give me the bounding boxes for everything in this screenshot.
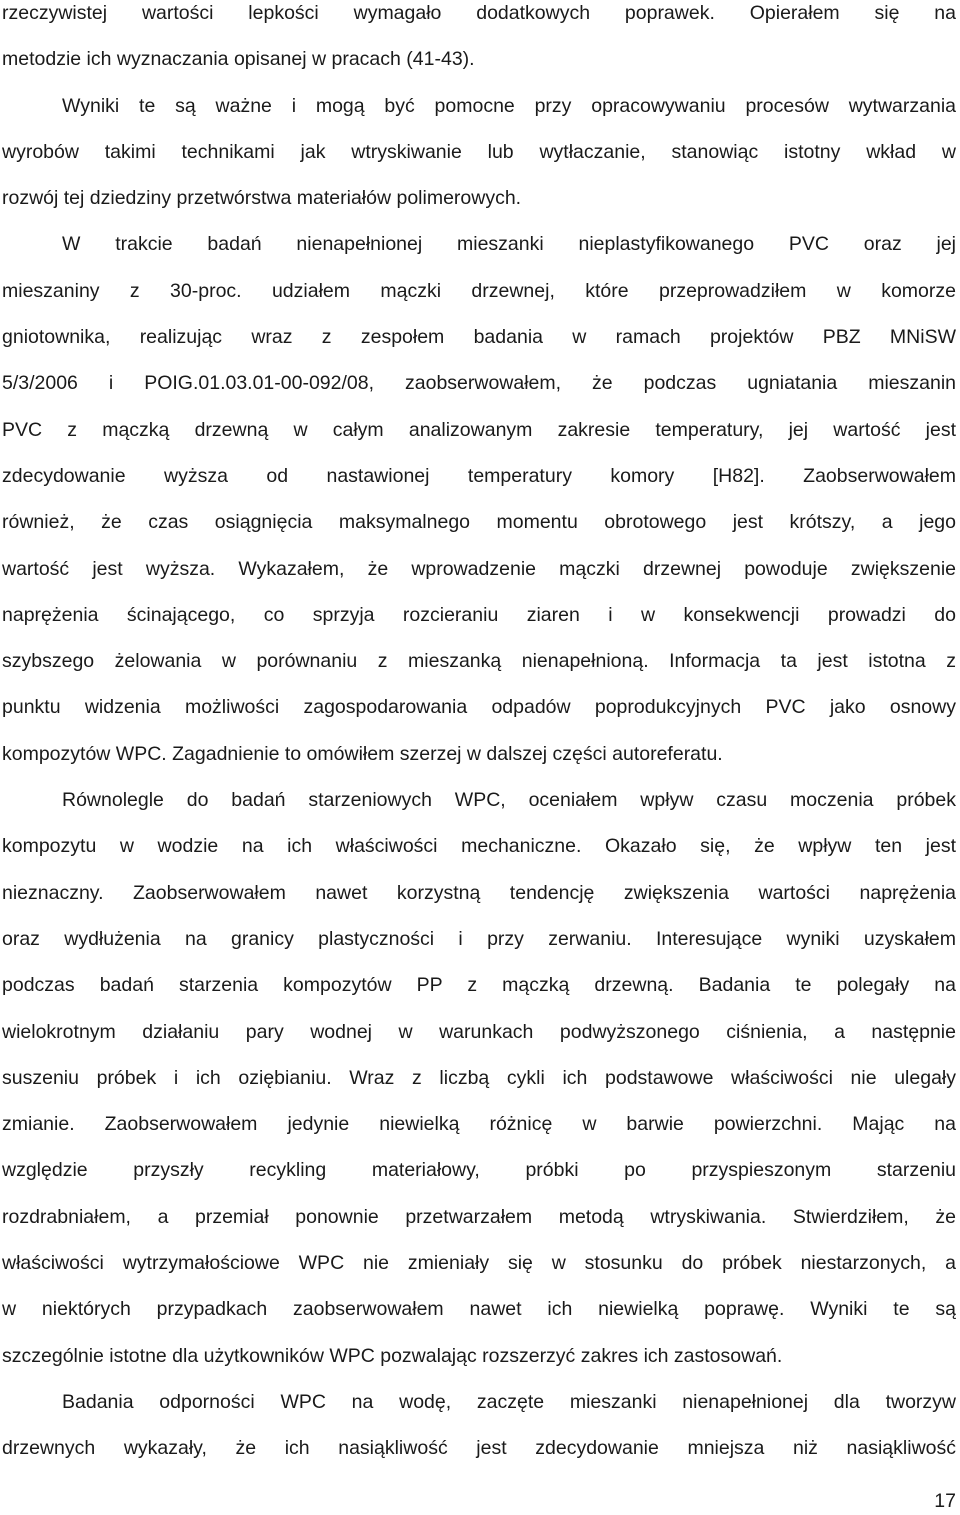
paragraph — [2, 0, 956, 93]
text-line: Wyniki te są ważne i mogą być pomocne przy opracowywaniu procesów wytwarzania — [62, 94, 956, 117]
text-line: rzeczywistej wartości lepkości wymagało dodatkowych poprawek. Opierałem się na — [2, 2, 956, 24]
text-line: wartość jest wyższa. Wykazałem, że wprowadzenie mączki drzewnej powoduje zwiększenie — [2, 557, 956, 580]
text-line: punktu widzenia możliwości zagospodarowania odpadów poprodukcyjnych PVC jako osnowy — [2, 696, 956, 719]
text-line: szybszego żelowania w porównaniu z mieszanką nienapełnioną. Informacja ta jest istotna z — [2, 650, 956, 673]
text-line: kompozytów WPC. Zagadnienie to omówiłem szerzej w dalszej części autoreferatu. — [2, 742, 723, 765]
paragraph — [2, 231, 956, 787]
text-line: w niektórych przypadkach zaobserwowałem nawet ich niewielką poprawę. Wyniki te są — [2, 1298, 956, 1321]
paragraph — [2, 93, 956, 232]
text-line: metodzie ich wyznaczania opisanej w pracach (41-43). — [2, 48, 475, 71]
body-text — [2, 0, 956, 1482]
text-line: nieznaczny. Zaobserwowałem nawet korzystną tendencję zwiększenia wartości naprężenia — [2, 881, 956, 904]
text-line: Badania odporności WPC na wodę, zaczęte mieszanki nienapełnionej dla tworzyw — [62, 1390, 956, 1413]
text-line: rozwój tej dziedziny przetwórstwa materiałów polimerowych. — [2, 187, 522, 210]
text-line: właściwości wytrzymałościowe WPC nie zmieniały się w stosunku do próbek niestarzonych, a — [2, 1252, 956, 1275]
text-line: szczególnie istotne dla użytkowników WPC pozwalając rozszerzyć zakres ich zastosowań. — [2, 1344, 783, 1367]
text-line: drzewnych wykazały, że ich nasiąkliwość jest zdecydowanie mniejsza niż nasiąkliwość — [2, 1437, 956, 1460]
text-line: Równolegle do badań starzeniowych WPC, oceniałem wpływ czasu moczenia próbek — [62, 789, 956, 812]
paragraph — [2, 1389, 956, 1482]
text-line: suszeniu próbek i ich oziębianiu. Wraz z liczbą cykli ich podstawowe właściwości nie ulegały — [2, 1066, 956, 1089]
text-line: W trakcie badań nienapełnionej mieszanki nieplastyfikowanego PVC oraz jej — [62, 233, 956, 256]
text-line: kompozytu w wodzie na ich właściwości mechaniczne. Okazało się, że wpływ ten jest — [2, 835, 956, 858]
text-line: mieszaniny z 30-proc. udziałem mączki drzewnej, które przeprowadziłem w komorze — [2, 279, 956, 302]
text-line: oraz wydłużenia na granicy plastyczności i przy zerwaniu. Interesujące wyniki uzyskałem — [2, 927, 956, 950]
text-line: wyrobów takimi technikami jak wtryskiwanie lub wytłaczanie, stanowiąc istotny wkład w — [2, 140, 956, 163]
text-line: rozdrabniałem, a przemiał ponownie przetwarzałem metodą wtryskiwania. Stwierdziłem, że — [2, 1205, 956, 1228]
page-number: 17 — [934, 1490, 956, 1512]
text-line: również, że czas osiągnięcia maksymalnego momentu obrotowego jest krótszy, a jego — [2, 511, 956, 534]
text-line: zdecydowanie wyższa od nastawionej temperatury komory [H82]. Zaobserwowałem — [2, 464, 956, 487]
text-line: 5/3/2006 i POIG.01.03.01-00-092/08, zaobserwowałem, że podczas ugniatania mieszanin — [2, 372, 956, 395]
paragraph — [2, 787, 956, 1389]
text-line: PVC z mączką drzewną w całym analizowanym zakresie temperatury, jej wartość jest — [2, 418, 956, 441]
text-line: podczas badań starzenia kompozytów PP z mączką drzewną. Badania te polegały na — [2, 974, 956, 997]
text-line: zmianie. Zaobserwowałem jedynie niewielką różnicę w barwie powierzchni. Mając na — [2, 1113, 956, 1136]
text-line: względzie przyszły recykling materiałowy, próbki po przyspieszonym starzeniu — [2, 1159, 956, 1182]
text-line: naprężenia ścinającego, co sprzyja rozcieraniu ziaren i w konsekwencji prowadzi do — [2, 603, 956, 626]
text-line: wielokrotnym działaniu pary wodnej w warunkach podwyższonego ciśnienia, a następnie — [2, 1020, 956, 1043]
text-line: gniotownika, realizując wraz z zespołem badania w ramach projektów PBZ MNiSW — [2, 326, 956, 349]
